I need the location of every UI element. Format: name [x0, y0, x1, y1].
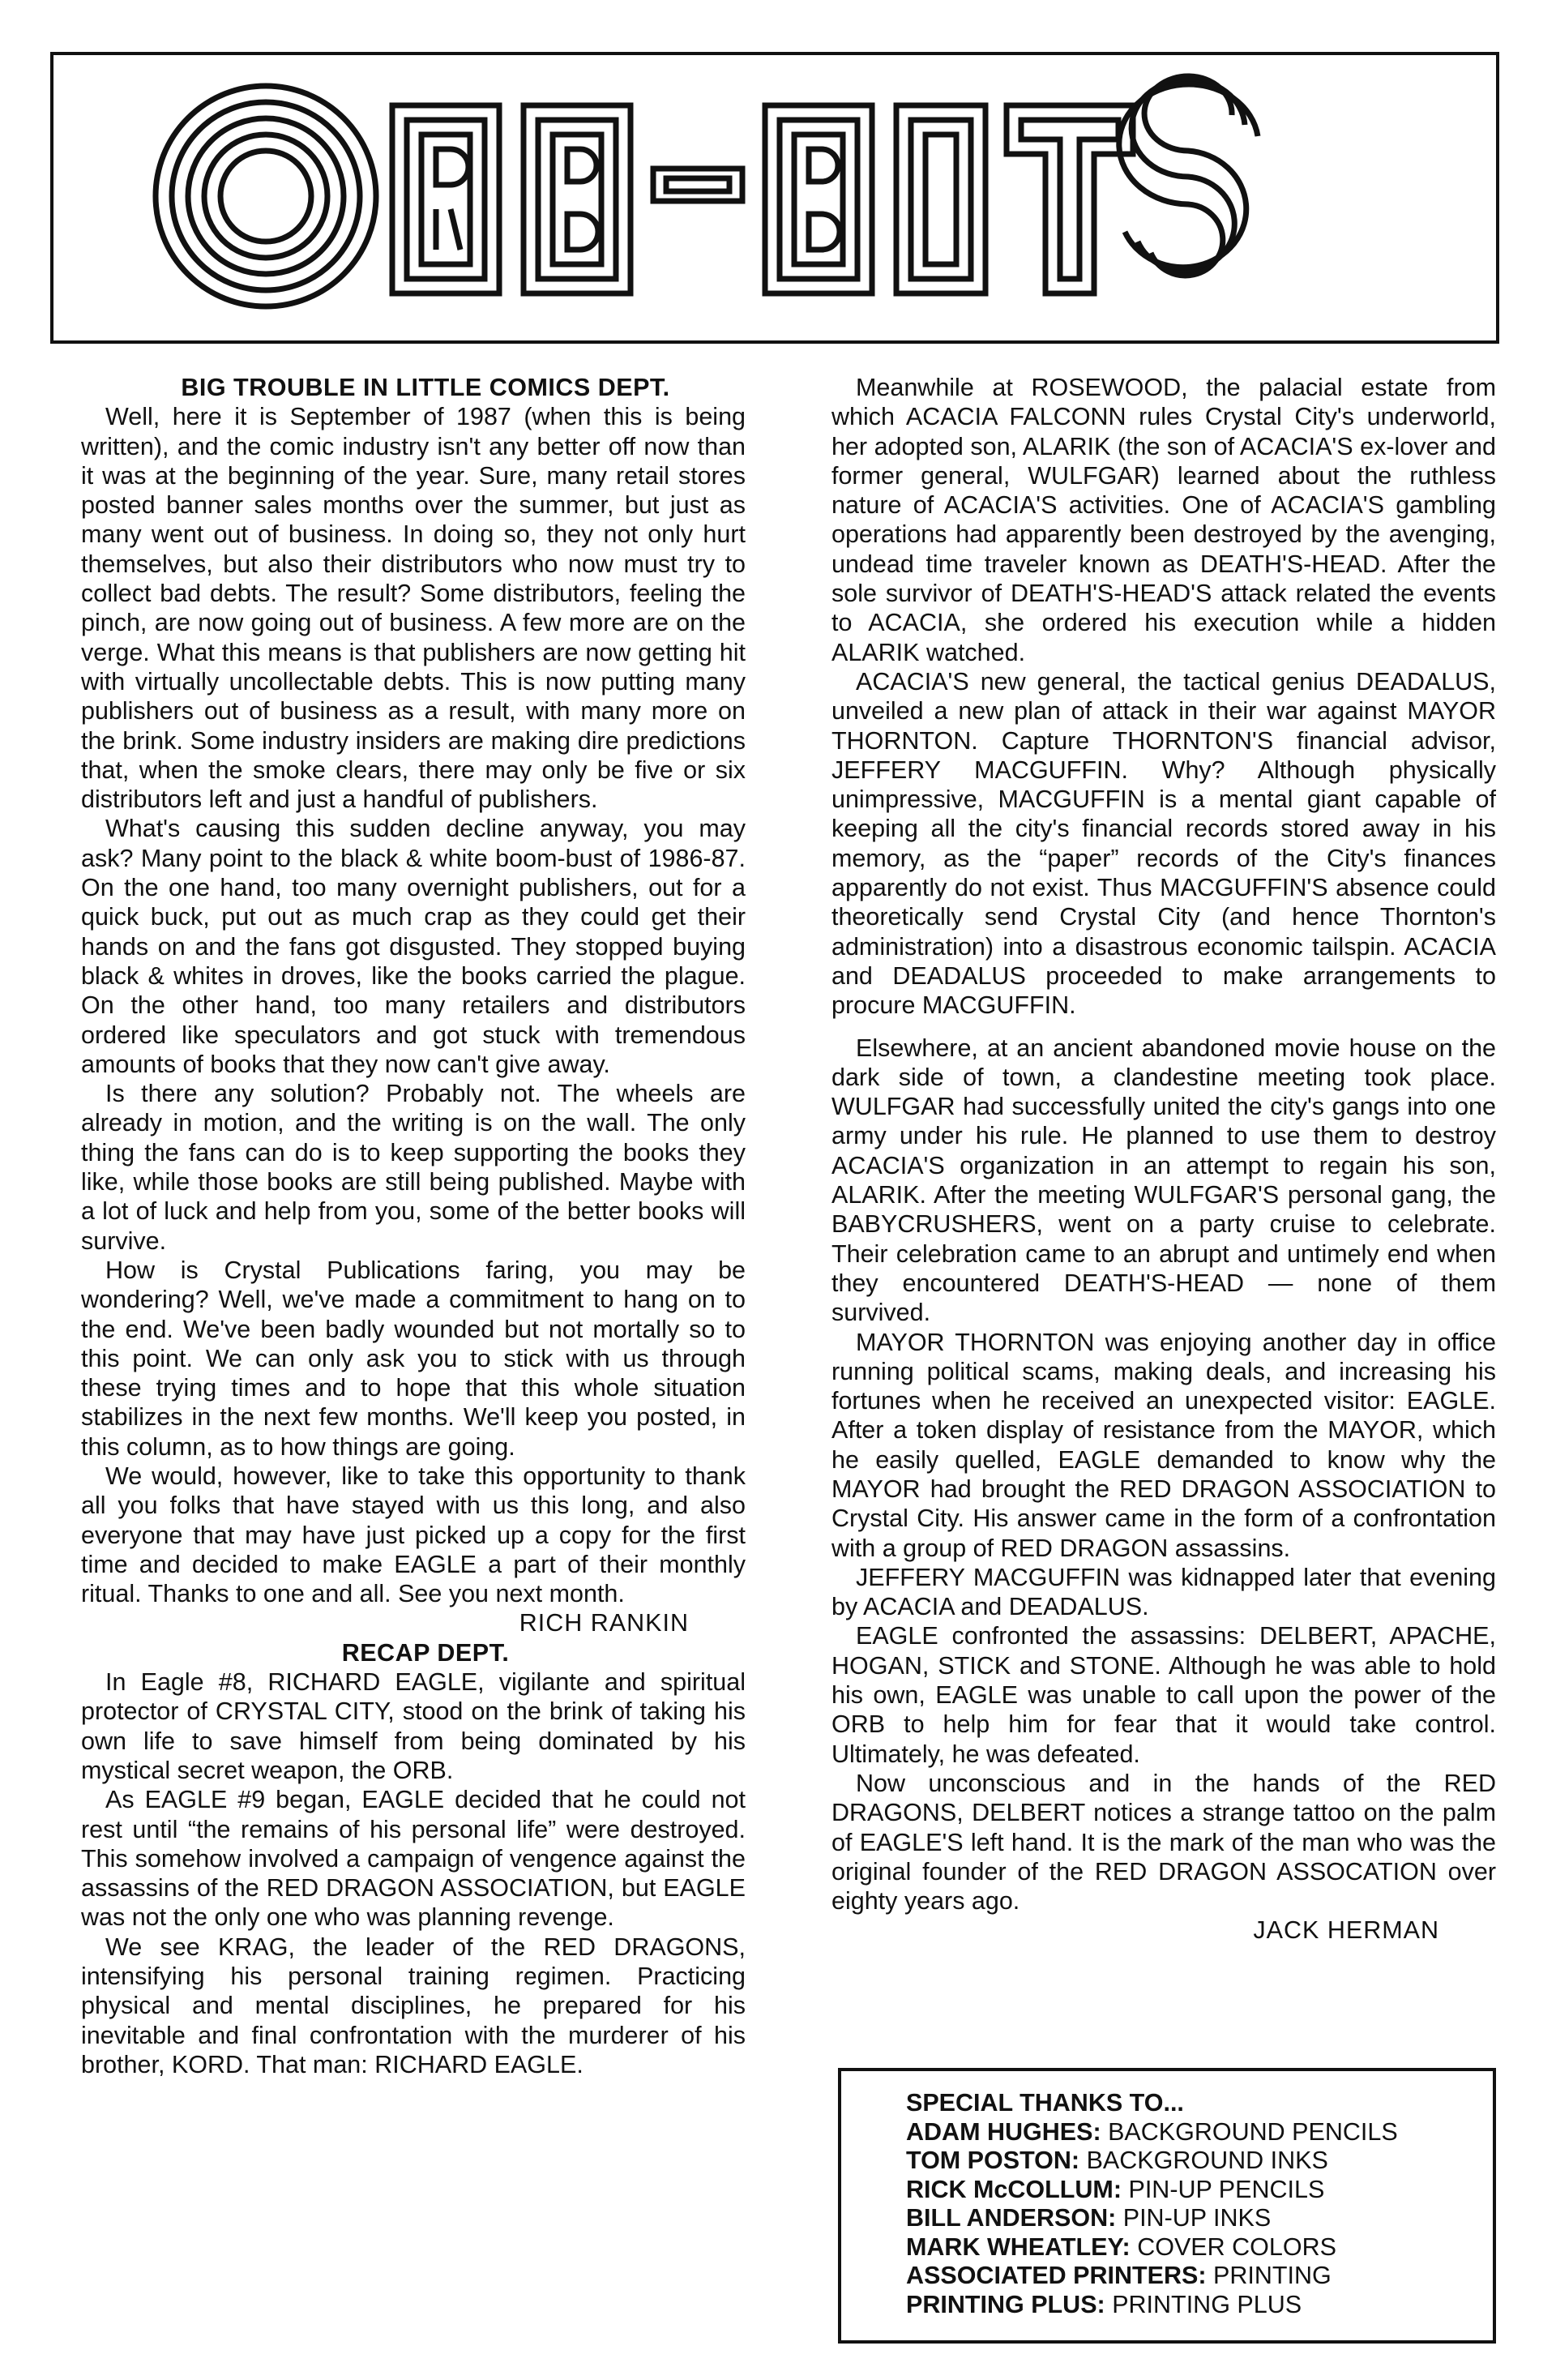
paragraph: In Eagle #8, RICHARD EAGLE, vigilante and spiritual protector of CRYSTAL CITY, stood on the brink of taking his own life to save himself from being dominated by his mystical secret weapon, the ORB.: [81, 1668, 746, 1784]
paragraph: How is Crystal Publications faring, you may be wondering? Well, we've made a commitment to hang on to the end. We've been badly wounded but not mortally so to this point. We can only ask you to stick with us through these trying times and to hope that this whole situation stabilizes in the next few months. We'll keep you posted, in this column, as to how things are going.: [81, 1256, 746, 1461]
signature-jack-herman: JACK HERMAN: [1253, 1916, 1439, 1945]
credit-role: BACKGROUND PENCILS: [1108, 2117, 1398, 2146]
left-column: [81, 373, 746, 2079]
masthead-logo: [53, 55, 1496, 340]
credit-line: [906, 2262, 1493, 2291]
paragraph: Elsewhere, at an ancient abandoned movie house on the dark side of town, a clandestine meeting took place. WULFGAR had successfully united the city's gangs into one army under his rule. He planned to use them to destroy ACACIA'S organization in an attempt to regain his son, ALARIK. After the meeting WULFGAR'S personal gang, the BABYCRUSHERS, went on a party cruise to celebrate. Their celebration came to an abrupt and untimely end when they encountered DEATH'S-HEAD — none of them survived.: [831, 1034, 1496, 1327]
credit-name: PRINTING PLUS:: [906, 2290, 1105, 2318]
paragraph: JEFFERY MACGUFFIN was kidnapped later that evening by ACACIA and DEADALUS.: [831, 1563, 1496, 1621]
credit-role: PIN-UP INKS: [1122, 2204, 1272, 2232]
section-heading-big-trouble: BIG TROUBLE IN LITTLE COMICS DEPT.: [181, 374, 670, 401]
credit-name: ADAM HUGHES:: [906, 2117, 1101, 2146]
thanks-heading: [906, 2089, 1493, 2118]
paragraph: We see KRAG, the leader of the RED DRAGONS, intensifying his personal training regimen. Practicing physical and mental disciplines, he prepared for his inevitable and final confrontation with the murderer of his brother, KORD. That man: RICHARD EAGLE.: [81, 1933, 746, 2078]
credit-name: BILL ANDERSON:: [906, 2204, 1117, 2232]
paragraph: Is there any solution? Probably not. The wheels are already in motion, and the writing is on the wall. The only thing the fans can do is to keep supporting the books they like, while those books are still being published. Maybe with a lot of luck and help from you, some of the better books will survive.: [81, 1080, 746, 1255]
thanks-heading-text: SPECIAL THANKS TO...: [906, 2089, 1184, 2117]
paragraph: ACACIA'S new general, the tactical genius DEADALUS, unveiled a new plan of attack in their war against MAYOR THORNTON. Capture THORNTON'S financial advisor, JEFFERY MACGUFFIN. Why? Although physically unimpressive, MACGUFFIN is a mental giant capable of keeping all the city's financial records stored away in his memory, as the “paper” records of the City's finances apparently do not exist. Thus MACGUFFIN'S absence could theoretically send Crystal City (and hence Thornton's administration) into a disastrous economic tailspin. ACACIA and DEADALUS proceeded to make arrangements to procure MACGUFFIN.: [831, 667, 1496, 1020]
credit-line: [906, 2147, 1493, 2176]
credit-name: MARK WHEATLEY:: [906, 2232, 1131, 2261]
credit-role: PIN-UP PENCILS: [1128, 2175, 1325, 2203]
credit-role: BACKGROUND INKS: [1086, 2147, 1328, 2174]
credit-role: COVER COLORS: [1137, 2232, 1336, 2261]
paragraph: Meanwhile at ROSEWOOD, the palacial estate from which ACACIA FALCONN rules Crystal City's underworld, her adopted son, ALARIK (the son of ACACIA'S ex-lover and former general, WULFGAR) learned about the ruthless nature of ACACIA'S activities. One of ACACIA'S gambling operations had apparently been destroyed by the avenging, undead time traveler known as DEATH'S-HEAD. After the sole survivor of DEATH'S-HEAD'S attack related the events to ACACIA, she ordered his execution while a hidden ALARIK watched.: [831, 374, 1496, 666]
right-column: [831, 373, 1496, 1946]
credit-line: [906, 2233, 1493, 2262]
credit-line: [906, 2176, 1493, 2205]
paragraph: What's causing this sudden decline anyway, you may ask? Many point to the black & white boom-bust of 1986-87. On the one hand, too many overnight publishers, out for a quick buck, put out as much crap as they could get their hands on and the fans got disgusted. They stopped buying black & whites in droves, like the books carried the plague. On the other hand, too many retailers and distributors ordered like speculators and got stuck with tremendous amounts of books that they now can't give away.: [81, 815, 746, 1078]
credit-name: RICK McCOLLUM:: [906, 2175, 1122, 2203]
paragraph: Now unconscious and in the hands of the RED DRAGONS, DELBERT notices a strange tattoo on the palm of EAGLE'S left hand. It is the mark of the man who was the original founder of the RED DRAGON ASSOCATION over eighty years ago.: [831, 1769, 1496, 1916]
paragraph: Well, here it is September of 1987 (when this is being written), and the comic industry isn't any better off now than it was at the beginning of the year. Sure, many retail stores posted banner sales months over the summer, but just as many went out of business. In doing so, they not only hurt themselves, but also their distributors who now must try to collect bad debts. The result? Some distributors, feeling the pinch, are now going out of business. A few more are on the verge. What this means is that publishers are now getting hit with virtually uncollectable debts. This is now putting many publishers out of business as a result, with many more on the brink. Some industry insiders are making dire predictions that, when the smoke clears, there may only be five or six distributors left and just a handful of publishers.: [81, 403, 746, 814]
paragraph: MAYOR THORNTON was enjoying another day in office running political scams, making deals, and increasing his fortunes when he received an unexpected visitor: EAGLE. After a token display of resistance from the MAYOR, which he easily quelled, EAGLE demanded to know why the MAYOR had brought the RED DRAGON ASSOCIATION to Crystal City. His answer came in the form of a confrontation with a group of RED DRAGON assassins.: [831, 1328, 1496, 1562]
paragraph: EAGLE confronted the assassins: DELBERT, APACHE, HOGAN, STICK and STONE. Although he was able to hold his own, EAGLE was unable to call upon the power of the ORB to help him for fear that it would take control. Ultimately, he was defeated.: [831, 1622, 1496, 1768]
credit-name: ASSOCIATED PRINTERS:: [906, 2262, 1207, 2289]
credit-role: PRINTING PLUS: [1112, 2290, 1302, 2318]
masthead-box: [50, 52, 1499, 344]
signature-rich-rankin: RICH RANKIN: [519, 1609, 689, 1637]
credit-line: [906, 2118, 1493, 2147]
special-thanks-box: [838, 2068, 1496, 2344]
paragraph: As EAGLE #9 began, EAGLE decided that he could not rest until “the remains of his personal life” were destroyed. This somehow involved a campaign of vengence against the assassins of the RED DRAGON ASSOCIATION, but EAGLE was not the only one who was planning revenge.: [81, 1786, 746, 1932]
credit-name: TOM POSTON:: [906, 2147, 1080, 2174]
credit-line: [906, 2204, 1493, 2233]
paragraph: We would, however, like to take this opportunity to thank all you folks that have stayed with us this long, and also everyone that may have just picked up a copy for the first time and decided to make EAGLE a part of their monthly ritual. Thanks to one and all. See you next month.: [81, 1462, 746, 1608]
credit-line: [906, 2291, 1493, 2320]
credit-role: PRINTING: [1213, 2262, 1332, 2289]
section-heading-recap: RECAP DEPT.: [341, 1638, 510, 1667]
